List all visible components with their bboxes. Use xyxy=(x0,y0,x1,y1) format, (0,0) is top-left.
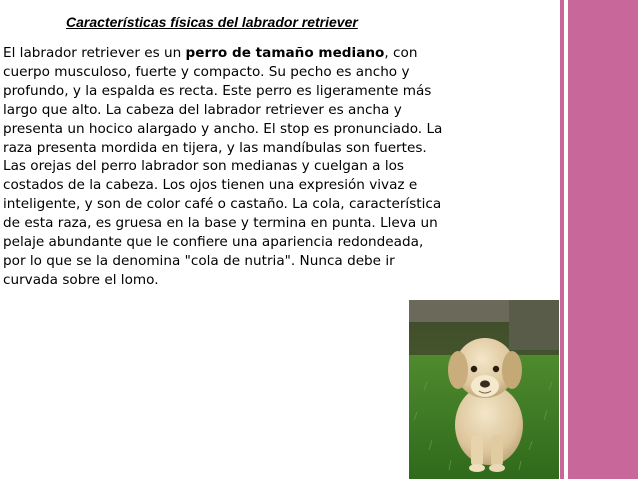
labrador-puppy-photo xyxy=(409,300,559,479)
slide-title: Características físicas del labrador retriever xyxy=(66,14,358,30)
paragraph-2: Las orejas del perro labrador son medianas y cuelgan a los costados de la cabeza. Los ojos tienen una expresión vivaz e inteligente, y son de color café o castaño. La cola, característica de esta raza, es gruesa en la base y termina en punta. Lleva un pelaje abundante que le confiere una apariencia redondeada, por lo que se la denomina "cola de nutria". Nunca debe ir curvada sobre el lomo. xyxy=(3,158,442,288)
paragraph-1 xyxy=(3,44,443,157)
accent-thin-bar xyxy=(560,0,564,479)
labrador-puppy-illustration xyxy=(409,300,559,479)
paragraph-1-start: El labrador retriever es un xyxy=(3,45,186,61)
paragraph-1-end: , con cuerpo musculoso, fuerte y compacto. Su pecho es ancho y profundo, y la espalda es recta. Este perro es ligeramente más largo que alto. La cabeza del labrador retriever es ancha y presenta un hocico alargado y ancho. El stop es pronunciado. La raza presenta mordida en tijera, y las mandíbulas son fuertes. xyxy=(3,45,443,156)
accent-side-bar xyxy=(568,0,638,479)
paragraph-1-bold: perro de tamaño mediano xyxy=(185,45,385,61)
body-text xyxy=(3,44,443,290)
